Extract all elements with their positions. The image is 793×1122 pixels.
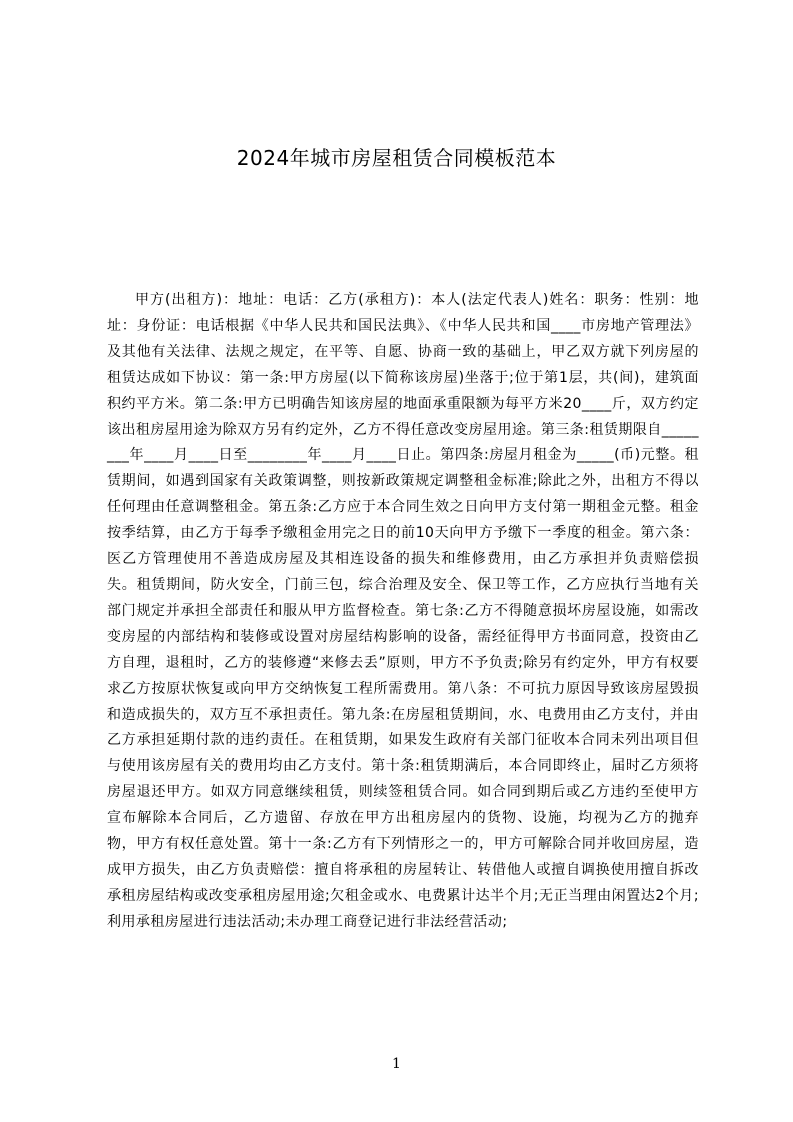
page-number: 1 (392, 1056, 401, 1072)
contract-body-text: 甲方(出租方)：地址：电话：乙方(承租方)：本人(法定代表人)姓名：职务：性别：地址：身份证：电话根据《中华人民共和国民法典》、《中华人民共和国____市房地产管理法》及其他有关法律、法规之规定，在平等、自愿、协商一致的基础上，甲乙双方就下列房屋的租赁达成如下协议：第一条:甲方房屋(以下简称该房屋)坐落于;位于第1层，共(间)，建筑面积约平方米。第二条:甲方已明确告知该房屋的地面承重限额为每平方米20____斤，双方约定该出租房屋用途为除双方另有约定外，乙方不得任意改变房屋用途。第三条:租赁期限自________年____月____日至________年____月____日止。第四条:房屋月租金为_____(币)元整。租赁期间，如遇到国家有关政策调整，则按新政策规定调整租金标准;除此之外，出租方不得以任何理由任意调整租金。第五条:乙方应于本合同生效之日向甲方支付第一期租金元整。租金按季结算，由乙方于每季予缴租金用完之日的前10天向甲方予缴下一季度的租金。第六条：医乙方管理使用不善造成房屋及其相连设备的损失和维修费用，由乙方承担并负责赔偿损失。租赁期间，防火安全，门前三包，综合治理及安全、保卫等工作，乙方应执行当地有关部门规定并承担全部责任和服从甲方监督检查。第七条:乙方不得随意损坏房屋设施，如需改变房屋的内部结构和装修或设置对房屋结构影响的设备，需经征得甲方书面同意，投资由乙方自理，退租时，乙方的装修遵“来修去丢”原则，甲方不予负责;除另有约定外，甲方有权要求乙方按原状恢复或向甲方交纳恢复工程所需费用。第八条：不可抗力原因导致该房屋毁损和造成损失的，双方互不承担责任。第九条:在房屋租赁期间，水、电费用由乙方支付，并由乙方承担延期付款的违约责任。在租赁期，如果发生政府有关部门征收本合同未列出项目但与使用该房屋有关的费用均由乙方支付。第十条:租赁期满后，本合同即终止，届时乙方须将房屋退还甲方。如双方同意继续租赁，则续签租赁合同。如合同到期后或乙方违约至使甲方宣布解除本合同后，乙方遗留、存放在甲方出租房屋内的货物、设施，均视为乙方的抛弃物，甲方有权任意处置。第十一条:乙方有下列情形之一的，甲方可解除合同并收回房屋，造成甲方损失，由乙方负责赔偿：擅自将承租的房屋转让、转借他人或擅自调换使用擅自拆改承租房屋结构或改变承租房屋用途;欠租金或水、电费累计达半个月;无正当理由闲置达2个月;利用承租房屋进行违法活动;未办理工商登记进行非法经营活动; (107, 292, 699, 930)
document-title: 2024年城市房屋租赁合同模板范本 (236, 146, 557, 170)
